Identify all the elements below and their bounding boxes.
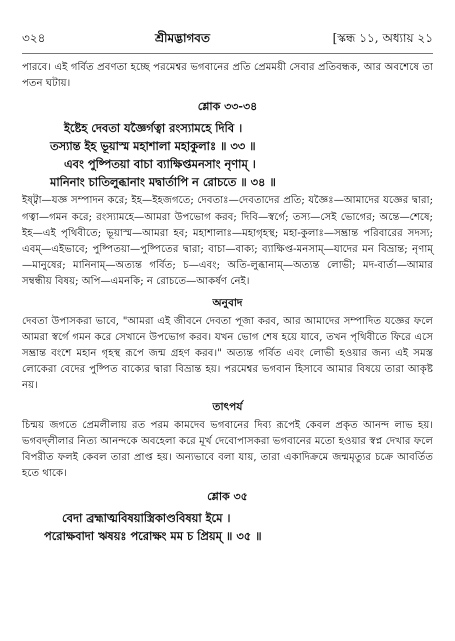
verse-line: এবং পুষ্পিতয়া বাচা ব্যাক্ষিপ্তমনসাং নৃণাম্ । [64, 157, 256, 172]
verse-line: মানিনাং চাতিলুব্ধানাং মদ্বার্তাপি ন রোচতে ॥ ৩৪ ॥ [50, 175, 276, 190]
translation-paragraph: দেবতা উপাসকরা ভাবে, "আমরা এই জীবনে দেবতা পূজা করব, আর আমাদের সম্পাদিত যজ্ঞের ফলে আমরা স্বর্গে গমন করে সেখানে উপভোগ করব। যখন ভোগ শেষ হয়ে যাবে, তখন পৃথিবীতে ফিরে এসে সম্ভ্রান্ত বংশে মহান গৃহস্থ রূপে জন্ম গ্রহণ করব।" অত্যন্ত গর্বিত এবং লোভী হওয়ার জন্য এই সমস্ত লোকেরা বেদের পুষ্পিত বাক্যের দ্বারা বিভ্রান্ত হয়। পরমেশ্বর ভগবান হিসাবে আমার বিষয়ে তারা আকৃষ্ট নয়। [22, 315, 433, 392]
purport-paragraph: চিন্ময় জগতে প্রেমলীলায় রত পরম কামদেব ভগবানের দিব্য রূপেই কেবল প্রকৃত আনন্দ লাভ হয়। ভগবদ্লীলার নিত্য আনন্দকে অবহেলা করে মূর্খ দেবোপাসকরা ভগবানের মতো হওয়ার স্বপ্ন দেখার ফলে বিপরীত ফলই কেবল তারা প্রাপ্ত হয়। অন্যভাবে বলা যায়, তারা একাদিক্রমে জন্মমৃত্যুর চক্রে আবর্তিত হতে থাকে। [22, 419, 433, 480]
verse-line: ইষ্টেহ দেবতা যজ্ঞৈর্গত্বা রংস্যামহে দিবি । [64, 121, 243, 136]
translation-heading: অনুবাদ [212, 296, 243, 309]
verse-line: তস্যান্ত ইহ ভূয়াস্ম মহাশালা মহাকুলাঃ ॥ ৩৩ ॥ [50, 139, 256, 154]
page-header [22, 30, 433, 54]
synonyms-paragraph: ইষ্ট্বা—যজ্ঞ সম্পাদন করে; ইহ—ইহজগতে; দেবতাঃ—দেবতাদের প্রতি; যজ্ঞৈঃ—আমাদের যজ্ঞের দ্বারা; গত্বা—গমন করে; রংস্যামহে—আমরা উপভোগ করব; দিবি—স্বর্গে; তস্য—সেই ভোগের; অন্তে—শেষে; ইহ—এই পৃথিবীতে; ভূয়াস্ম—আমরা হব; মহাশালাঃ—মহাগৃহস্থ; মহা-কুলাঃ—সম্ভ্রান্ত পরিবারের সদস্য; এবম্—এইভাবে; পুষ্পিতয়া—পুষ্পিতের দ্বারা; বাচা—বাক্য; ব্যাক্ষিপ্ত-মনসাম্—যাদের মন বিভ্রান্ত; নৃণাম্—মানুষের; মানিনাম্—অত্যন্ত গর্বিত; চ—এবং; অতি-লুব্ধানাম্—অত্যন্ত লোভী; মদ-বার্তা—আমার সম্বন্ধীয় বিষয়; অপি—এমনকি; ন রোচতে—আকর্ষণ নেই। [22, 195, 433, 288]
verse-label: শ্লোক ৩৩-৩৪ [197, 100, 258, 114]
verse-line: বেদা ব্রহ্মাত্মবিষয়াস্ত্রিকাণ্ডবিষয়া ইমে । [62, 511, 231, 526]
verse-line: পরোক্ষবাদা ঋষয়ঃ পরোক্ষং মম চ প্রিয়ম্ ॥ ৩৫ ॥ [44, 529, 262, 544]
intro-paragraph: পারবে। এই গর্বিত প্রবণতা হচ্ছে পরমেশ্বর ভগবানের প্রতি প্রেমময়ী সেবার প্রতিবন্ধক, আর অবশেষে তা পতন ঘটায়। [22, 62, 433, 90]
chapter-info: [স্কন্ধ ১১, অধ্যায় ২১ [332, 31, 433, 45]
purport-heading: তাৎপর্য [212, 400, 243, 413]
page-number: ৩২৪ [22, 31, 46, 45]
verse-label: শ্লোক ৩৫ [207, 490, 248, 504]
book-title: শ্রীমদ্ভাগবত [154, 31, 210, 45]
